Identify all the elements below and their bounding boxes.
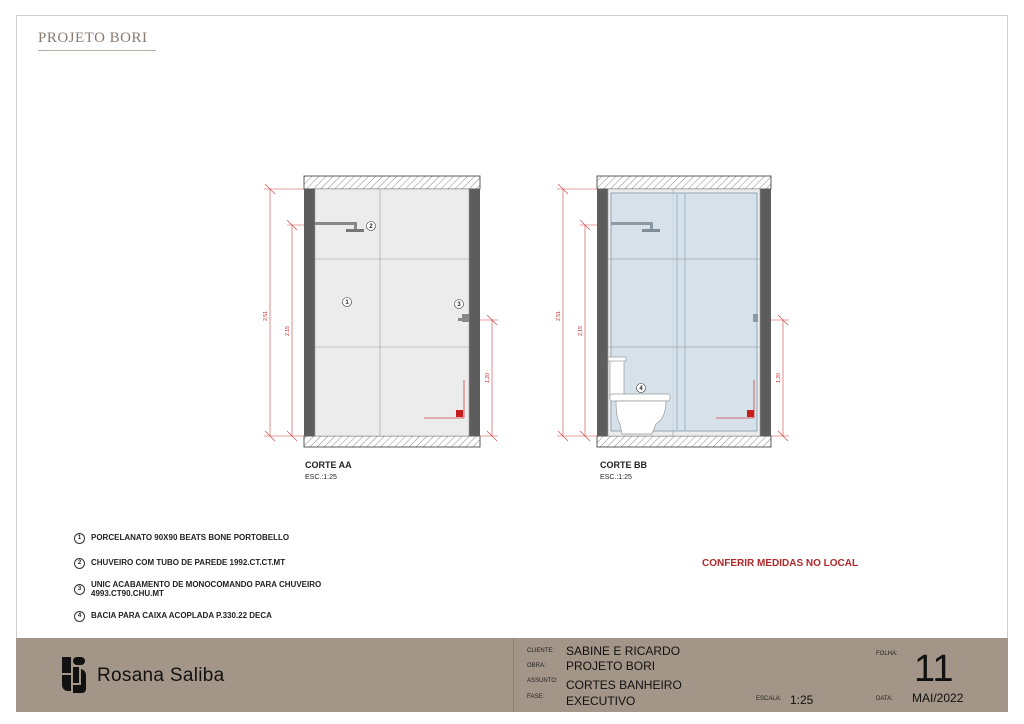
section-aa-title: CORTE AA bbox=[305, 460, 352, 470]
legend-item bbox=[74, 533, 289, 544]
legend-text: UNIC ACABAMENTO DE MONOCOMANDO PARA CHUVEIRO 4993.CT90.CHU.MT bbox=[91, 580, 322, 598]
tag-2 bbox=[367, 222, 376, 231]
sheet-label: FOLHA: bbox=[876, 651, 898, 657]
project-title: PROJETO BORI bbox=[38, 30, 148, 46]
rosana-saliba-logo-icon bbox=[60, 655, 88, 695]
dim-fixture-aa: 1,20 bbox=[485, 373, 491, 383]
tag-1 bbox=[343, 298, 352, 307]
tag-3 bbox=[455, 300, 464, 309]
wall-left bbox=[597, 189, 608, 436]
svg-text:4: 4 bbox=[639, 386, 643, 392]
svg-text:2: 2 bbox=[369, 224, 373, 230]
subject-label: ASSUNTO: bbox=[527, 678, 558, 684]
dim-ceiling-bb: 2,15 bbox=[578, 326, 584, 336]
brand-name: Rosana Saliba bbox=[97, 665, 225, 686]
verify-measurements-note: CONFERIR MEDIDAS NO LOCAL bbox=[702, 558, 859, 569]
floor-slab bbox=[597, 436, 771, 447]
section-bb-title: CORTE BB bbox=[600, 460, 647, 470]
legend-number: 2 bbox=[74, 558, 85, 569]
date-value: MAI/2022 bbox=[912, 691, 964, 705]
dim-ceiling-aa: 2,15 bbox=[285, 326, 291, 336]
project-value: PROJETO BORI bbox=[566, 659, 656, 673]
phase-label: FASE: bbox=[527, 694, 545, 700]
ceiling-slab bbox=[597, 176, 771, 189]
section-bb bbox=[557, 176, 789, 447]
title-block bbox=[16, 638, 1008, 712]
dim-total-aa: 2,51 bbox=[263, 311, 269, 321]
legend-number: 3 bbox=[74, 584, 85, 595]
legend-text: PORCELANATO 90X90 BEATS BONE PORTOBELLO bbox=[91, 533, 290, 542]
project-label: OBRA: bbox=[527, 663, 546, 669]
section-aa-scale: ESC.:1:25 bbox=[305, 474, 337, 481]
legend-number: 4 bbox=[74, 611, 85, 622]
legend-number: 1 bbox=[74, 533, 85, 544]
wall-right bbox=[469, 189, 480, 436]
client-label: CLIENTE: bbox=[527, 648, 555, 654]
wall-right bbox=[760, 189, 771, 436]
svg-text:1: 1 bbox=[345, 300, 349, 306]
scale-value: 1:25 bbox=[790, 693, 814, 707]
svg-text:3: 3 bbox=[457, 302, 461, 308]
wall-left bbox=[304, 189, 315, 436]
legend-text: BACIA PARA CAIXA ACOPLADA P.330.22 DECA bbox=[91, 611, 272, 620]
dim-fixture-bb: 1,20 bbox=[776, 373, 782, 383]
dim-total-bb: 2,51 bbox=[556, 311, 562, 321]
ceiling-slab bbox=[304, 176, 480, 189]
client-value: SABINE E RICARDO bbox=[566, 644, 681, 658]
shower-mixer-icon bbox=[753, 314, 758, 322]
floor-slab bbox=[304, 436, 480, 447]
section-bb-scale: ESC.:1:25 bbox=[600, 474, 632, 481]
tile-wall bbox=[315, 189, 469, 436]
tag-4 bbox=[637, 384, 646, 393]
subject-value: CORTES BANHEIRO bbox=[566, 678, 682, 692]
date-label: DATA: bbox=[876, 696, 893, 702]
legend-text: CHUVEIRO COM TUBO DE PAREDE 1992.CT.CT.MT bbox=[91, 558, 286, 567]
sheet-number: 11 bbox=[914, 648, 954, 690]
divider bbox=[513, 638, 514, 712]
legend-item bbox=[74, 580, 351, 598]
legend-item bbox=[74, 611, 272, 622]
phase-value: EXECUTIVO bbox=[566, 694, 636, 708]
scale-label: ESCALA: bbox=[756, 696, 782, 702]
section-aa bbox=[264, 176, 498, 447]
legend-item bbox=[74, 558, 285, 569]
